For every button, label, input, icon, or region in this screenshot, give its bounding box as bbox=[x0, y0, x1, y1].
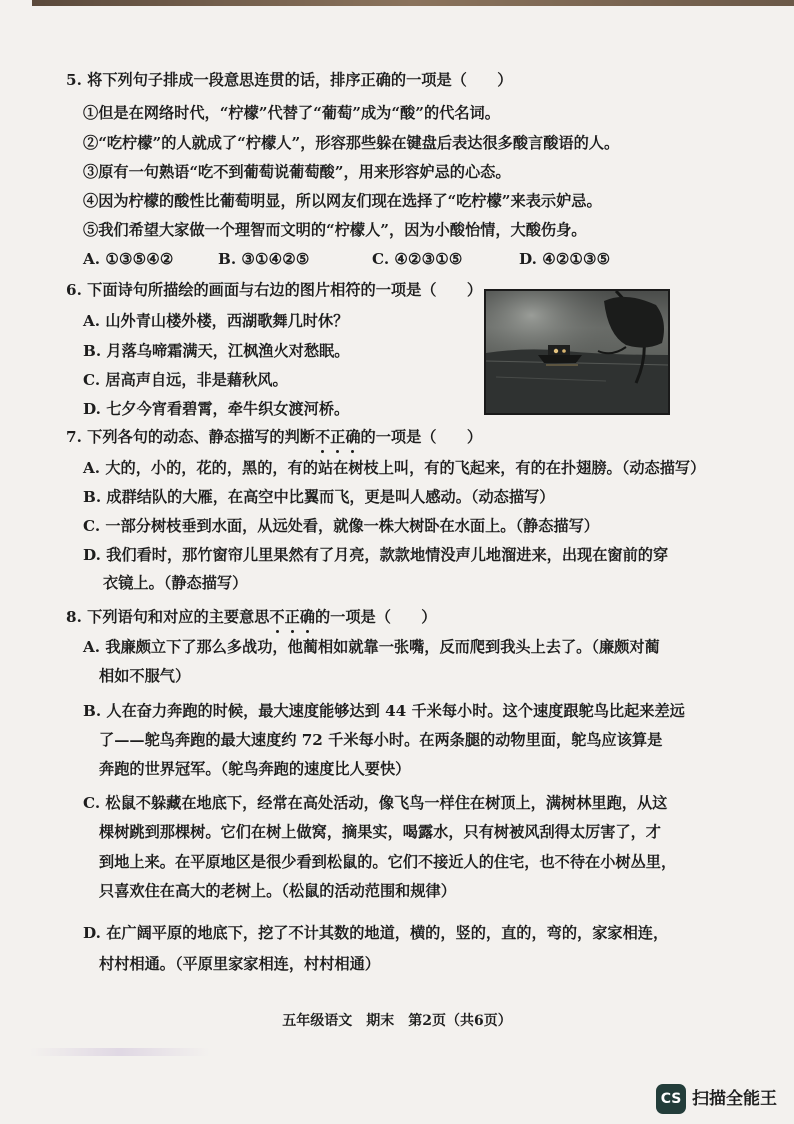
emphasis-char: 正 bbox=[330, 428, 346, 446]
question-8-stem-text: 8. 下列语句和对应的主要意思 bbox=[66, 608, 270, 626]
question-6-option-d[interactable]: D. 七夕今宵看碧霄，牵牛织女渡河桥。 bbox=[83, 400, 350, 418]
question-8-option-a-line-1[interactable]: A. 我廉颇立下了那么多战功，他蔺相如就靠一张嘴，反而爬到我头上去了。（廉颇对蔺 bbox=[83, 638, 660, 656]
question-8-option-c-line-4[interactable]: 只喜欢住在高大的老树上。（松鼠的活动范围和规律） bbox=[99, 882, 456, 900]
question-7-stem bbox=[66, 426, 482, 448]
question-5-stem: 5. 将下列句子排成一段意思连贯的话，排序正确的一项是（ ） bbox=[66, 71, 513, 89]
question-8-option-c-line-3[interactable]: 到地上来。在平原地区是很少看到松鼠的。它们不接近人的住宅，也不待在小树丛里， bbox=[99, 853, 677, 871]
question-5-option-a[interactable]: A. ①③⑤④② bbox=[83, 250, 174, 268]
question-7-option-b[interactable]: B. 成群结队的大雁，在高空中比翼而飞，更是叫人感动。（动态描写） bbox=[83, 488, 555, 506]
question-5-sentence-3: ③原有一句熟语“吃不到葡萄说葡萄酸”，用来形容妒忌的心态。 bbox=[83, 163, 511, 181]
question-5-option-b[interactable]: B. ③①④②⑤ bbox=[218, 250, 310, 268]
camscanner-logo-icon: CS bbox=[656, 1084, 686, 1114]
camscanner-watermark-text: 扫描全能王 bbox=[692, 1089, 777, 1109]
question-8-option-b-line-2[interactable]: 了——鸵鸟奔跑的最大速度约 72 千米每小时。在两条腿的动物里面，鸵鸟应该算是 bbox=[99, 731, 663, 749]
emphasis-char: 确 bbox=[299, 608, 315, 626]
question-6-option-c[interactable]: C. 居高声自远，非是藉秋风。 bbox=[83, 371, 288, 389]
question-8-stem bbox=[66, 606, 436, 628]
emphasis-char: 确 bbox=[345, 428, 361, 446]
question-6-stem: 6. 下面诗句所描绘的画面与右边的图片相符的一项是（ ） bbox=[66, 281, 483, 299]
question-8-stem-tail: 的一项是（ ） bbox=[314, 608, 437, 626]
question-7-option-a[interactable]: A. 大的，小的，花的，黑的，有的站在树枝上叫，有的飞起来，有的在扑翅膀。（动态描写） bbox=[83, 459, 706, 477]
page-footer: 五年级语文 期末 第2页（共6页） bbox=[282, 1013, 512, 1029]
question-5-option-c[interactable]: C. ④②③①⑤ bbox=[372, 250, 463, 268]
question-5-sentence-5: ⑤我们希望大家做一个理智而文明的“柠檬人”，因为小酸怡情，大酸伤身。 bbox=[83, 221, 587, 239]
question-8-option-b-line-3[interactable]: 奔跑的世界冠军。（鸵鸟奔跑的速度比人要快） bbox=[99, 760, 411, 778]
emphasis-char: 不 bbox=[269, 608, 285, 626]
question-6-option-b[interactable]: B. 月落乌啼霜满天，江枫渔火对愁眠。 bbox=[83, 342, 350, 360]
question-5-sentence-4: ④因为柠檬的酸性比葡萄明显，所以网友们现在选择了“吃柠檬”来表示妒忌。 bbox=[83, 192, 602, 210]
question-7-option-d-line-1[interactable]: D. 我们看时，那竹窗帘儿里果然有了月亮，款款地情没声儿地溜进来，出现在窗前的穿 bbox=[83, 546, 669, 564]
question-8-option-d-line-2[interactable]: 村村相通。（平原里家家相连，村村相通） bbox=[99, 955, 380, 973]
question-8-option-a-line-2[interactable]: 相如不服气） bbox=[99, 667, 191, 685]
night-river-scene bbox=[486, 291, 668, 413]
question-7-stem-tail: 的一项是（ ） bbox=[360, 428, 483, 446]
question-8-option-d-line-1[interactable]: D. 在广阔平原的地底下，挖了不计其数的地道，横的，竖的，直的，弯的，家家相连， bbox=[83, 924, 669, 942]
question-8-option-c-line-1[interactable]: C. 松鼠不躲藏在地底下，经常在高处活动，像飞鸟一样住在树顶上，满树林里跑，从这 bbox=[83, 794, 668, 812]
question-7-stem-text: 7. 下列各句的动态、静态描写的判断 bbox=[66, 428, 315, 446]
question-5-sentence-1: ①但是在网络时代，“柠檬”代替了“葡萄”成为“酸”的代名词。 bbox=[83, 104, 500, 122]
scan-smudge bbox=[30, 1048, 210, 1056]
question-5-sentence-2: ②“吃柠檬”的人就成了“柠檬人”，形容那些躲在键盘后表达很多酸言酸语的人。 bbox=[83, 134, 620, 152]
question-7-option-d-line-2[interactable]: 衣镜上。（静态描写） bbox=[103, 574, 248, 592]
question-6-option-a[interactable]: A. 山外青山楼外楼，西湖歌舞几时休？ bbox=[83, 312, 349, 330]
emphasis-char: 不 bbox=[314, 428, 331, 446]
emphasis-char: 正 bbox=[284, 608, 300, 626]
night-river-boat-photo bbox=[484, 289, 670, 415]
question-8-option-b-line-1[interactable]: B. 人在奋力奔跑的时候，最大速度能够达到 44 千米每小时。这个速度跟鸵鸟比起来差远 bbox=[83, 702, 685, 720]
question-5-option-d[interactable]: D. ④②①③⑤ bbox=[519, 250, 611, 268]
question-7-option-c[interactable]: C. 一部分树枝垂到水面，从远处看，就像一株大树卧在水面上。（静态描写） bbox=[83, 517, 599, 535]
question-8-option-c-line-2[interactable]: 棵树跳到那棵树。它们在树上做窝，摘果实，喝露水，只有树被风刮得太厉害了，才 bbox=[99, 823, 661, 841]
